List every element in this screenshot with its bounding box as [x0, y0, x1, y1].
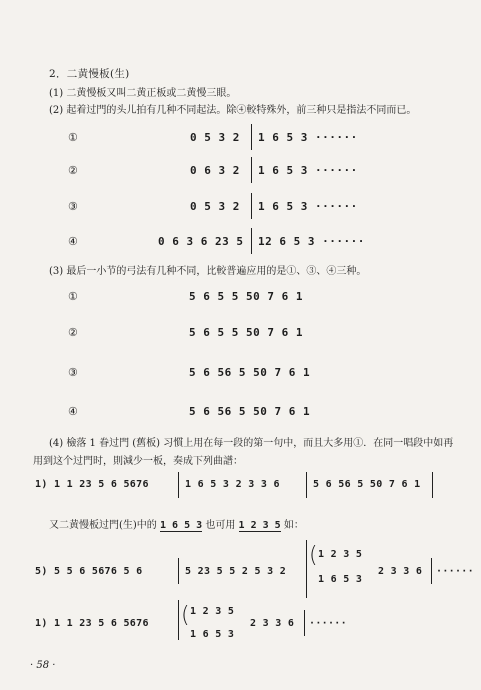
marker-b4: ④: [68, 405, 78, 418]
page-number: · 58 ·: [30, 660, 56, 671]
para-5-mid: 也可用: [205, 520, 236, 531]
para-5: [49, 516, 304, 531]
notation-a2-right: 1 6 5 3 ······: [258, 164, 358, 177]
score-2-m1: 5) 5 5 6 5676 5 6: [35, 566, 143, 577]
para-5-post: 如：: [283, 520, 304, 531]
marker-a3: ③: [68, 200, 78, 213]
para-4-line-2: 用到这个过門时，則減少一板，奏成下列曲譜：: [33, 456, 243, 467]
para-5-notes-1: 1 6 5 3: [160, 520, 203, 531]
score-2-m2: 5 23 5 5 2 5 3 2: [185, 566, 287, 577]
barline: [251, 124, 252, 150]
note-3: (3) 最后一小节的弓法有几种不同，比較普遍应用的是①、③、④三种。: [49, 266, 367, 277]
score-3-lower: 1 6 5 3: [190, 629, 235, 640]
para-5-pre: 又二黄慢板过門(生)中的: [49, 520, 157, 531]
section-heading: 2．二黄慢板(生): [49, 68, 130, 80]
barline: [178, 558, 179, 584]
note-2: (2) 起着过門的头儿拍有几种不同起法。除④較特殊外，前三种只是指法不同而已。: [49, 105, 417, 116]
notation-a1-left: 0 5 3 2: [190, 131, 240, 144]
marker-a4: ④: [68, 235, 78, 248]
upper-brace: (: [309, 543, 318, 568]
score-3-dots: ······: [309, 618, 347, 629]
notation-a3-right: 1 6 5 3 ······: [258, 200, 358, 213]
score-1-m1: 1) 1 1 23 5 6 5676: [35, 479, 149, 490]
barline: [306, 540, 307, 598]
marker-a2: ②: [68, 164, 78, 177]
score-2-upper: 1 2 3 5: [318, 549, 363, 560]
barline: [251, 157, 252, 183]
notation-b3: 5 6 56 5 50 7 6 1: [189, 366, 311, 379]
notation-b2: 5 6 5 5 50 7 6 1: [189, 326, 303, 339]
barline: [304, 610, 305, 636]
barline: [306, 472, 307, 498]
score-2-lower: 1 6 5 3: [318, 574, 363, 585]
upper-brace: (: [181, 603, 190, 628]
score-3-m1: 1) 1 1 23 5 6 5676: [35, 618, 149, 629]
notation-a4-right: 12 6 5 3 ······: [258, 235, 365, 248]
barline: [178, 472, 179, 498]
note-1: (1) 二黄慢板又叫二黄正板或二黄慢三眼。: [49, 88, 237, 99]
marker-b2: ②: [68, 326, 78, 339]
marker-a1: ①: [68, 131, 78, 144]
notation-b4: 5 6 56 5 50 7 6 1: [189, 405, 311, 418]
barline: [432, 472, 433, 498]
para-4-line-1: (4) 檢落 1 眷过門 (舊板) 习慣上用在每一段的第一句中，而且大多用①．在同一唱段中如再: [49, 438, 454, 449]
barline: [431, 558, 432, 584]
barline: [251, 228, 252, 254]
barline: [178, 600, 179, 640]
score-1-m3: 5 6 56 5 50 7 6 1: [313, 479, 421, 490]
score-3-upper: 1 2 3 5: [190, 606, 235, 617]
para-5-notes-2: 1 2 3 5: [238, 520, 281, 531]
marker-b3: ③: [68, 366, 78, 379]
score-2-dots: ······: [436, 566, 474, 577]
score-1-m2: 1 6 5 3 2 3 3 6: [185, 479, 280, 490]
notation-a3-left: 0 5 3 2: [190, 200, 240, 213]
score-2-tail: 2 3 3 6: [378, 566, 423, 577]
notation-b1: 5 6 5 5 50 7 6 1: [189, 290, 303, 303]
score-3-tail: 2 3 3 6: [250, 618, 295, 629]
notation-a4-left: 0 6 3 6 23 5: [158, 235, 244, 248]
marker-b1: ①: [68, 290, 78, 303]
barline: [251, 193, 252, 219]
notation-a2-left: 0 6 3 2: [190, 164, 240, 177]
notation-a1-right: 1 6 5 3 ······: [258, 131, 358, 144]
